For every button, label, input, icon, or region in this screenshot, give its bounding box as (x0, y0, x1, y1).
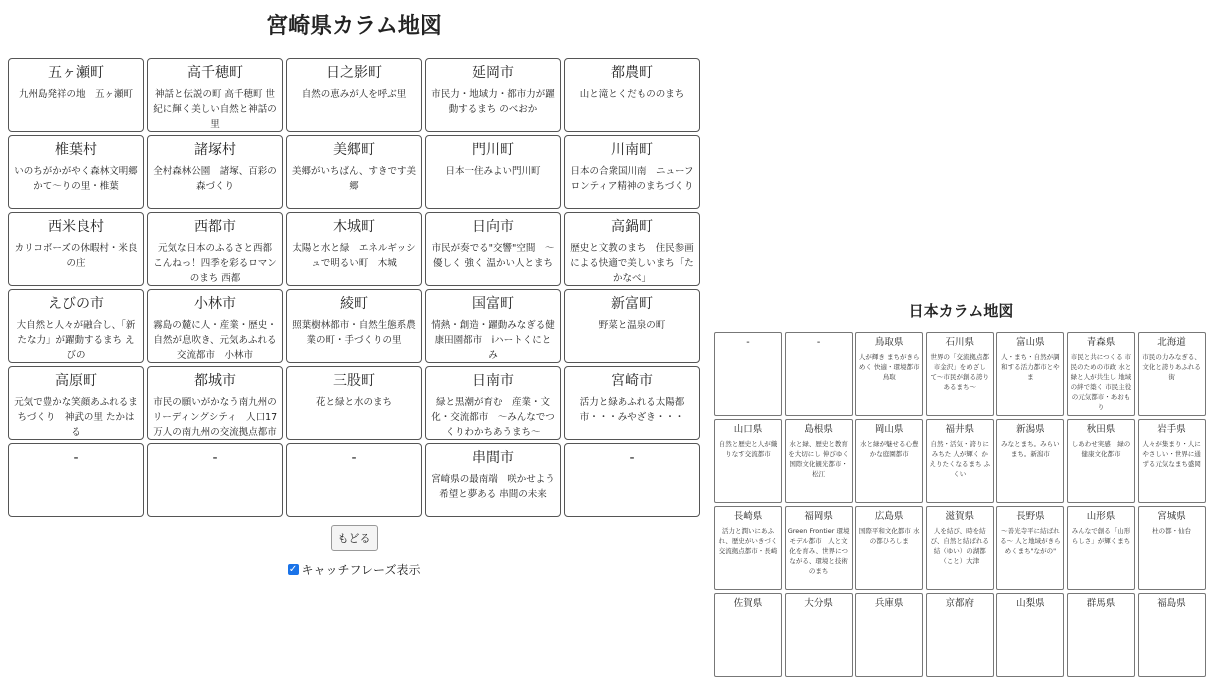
municipality-catchphrase: 宮崎県の最南端 咲かせよう希望と夢ある 串間の未来 (431, 474, 555, 500)
municipality-cell[interactable] (286, 443, 422, 517)
municipality-name: 五ヶ瀬町 (48, 65, 104, 81)
prefecture-cell[interactable] (996, 593, 1064, 677)
prefecture-catchphrase: みなとまち。みらいまち。新潟市 (1001, 440, 1060, 458)
prefecture-catchphrase: 人々が集まり・人にやさしい・世界に通ずる元気なまち盛岡 (1142, 440, 1201, 468)
municipality-name: 三股町 (333, 373, 375, 389)
municipality-name: 高鍋町 (611, 219, 653, 235)
prefecture-cell[interactable] (714, 506, 782, 590)
municipality-name: 宮崎市 (611, 373, 653, 389)
municipality-name: 延岡市 (472, 65, 514, 81)
prefecture-cell[interactable] (855, 593, 923, 677)
prefecture-cell[interactable] (1067, 419, 1135, 503)
municipality-catchphrase: 日本の合衆国川南 ニューフロンティア精神のまちづくり (570, 166, 694, 192)
prefecture-cell[interactable] (1138, 332, 1206, 416)
municipality-cell[interactable] (425, 135, 561, 209)
prefecture-cell[interactable] (714, 332, 782, 416)
prefecture-name: 北海道 (1157, 337, 1186, 348)
municipality-cell[interactable] (286, 212, 422, 286)
prefecture-catchphrase: しあわせ実感 緑の健康文化都市 (1071, 440, 1131, 458)
prefecture-catchphrase: Green Frontier 環境モデル都市 人と文化を育み、世界につながる、環境と技術のまち (787, 527, 850, 575)
municipality-cell[interactable] (425, 366, 561, 440)
municipality-name: 椎葉村 (55, 142, 97, 158)
municipality-cell[interactable] (8, 135, 144, 209)
municipality-name: 美郷町 (333, 142, 375, 158)
prefecture-cell[interactable] (1138, 506, 1206, 590)
municipality-cell[interactable] (8, 58, 144, 132)
municipality-name: 国富町 (472, 296, 514, 312)
municipality-cell[interactable] (564, 135, 700, 209)
municipality-cell[interactable] (564, 366, 700, 440)
prefecture-cell[interactable] (1138, 419, 1206, 503)
prefecture-cell[interactable] (996, 419, 1064, 503)
municipality-cell[interactable] (8, 289, 144, 363)
prefecture-name: 長崎県 (733, 511, 763, 522)
municipality-name: 西都市 (194, 219, 236, 235)
prefecture-cell[interactable] (1067, 506, 1135, 590)
municipality-cell[interactable] (286, 58, 422, 132)
municipality-name: 串間市 (472, 450, 514, 466)
municipality-cell[interactable] (147, 58, 283, 132)
prefecture-name: 大分県 (804, 598, 833, 609)
municipality-cell[interactable] (8, 366, 144, 440)
prefecture-cell[interactable] (855, 419, 923, 503)
prefecture-catchphrase: 市民と共につくる 市民のための市政 水と緑と人が共生し 地域の絆で築く 市民主役の元気都市・あおもり (1070, 353, 1132, 411)
prefecture-cell[interactable] (996, 332, 1064, 416)
prefecture-cell[interactable] (996, 506, 1064, 590)
prefecture-name: 鳥取県 (874, 337, 904, 348)
municipality-catchphrase: 全村森林公園 諸塚、百彩の森づくり (153, 166, 277, 192)
catchphrase-checkbox[interactable]: ✓ (288, 564, 298, 575)
municipality-catchphrase: 市民が奏でる"交響"空間 〜優しく 強く 温かい人とまち (431, 243, 555, 269)
municipality-name: 木城町 (333, 219, 375, 235)
municipality-catchphrase: 歴史と文教のまち 住民参画による快適で美しいまち「たかなべ」 (570, 243, 694, 284)
municipality-name: 諸塚村 (194, 142, 236, 158)
prefecture-name: 京都府 (945, 598, 975, 609)
prefecture-catchphrase: 人を結び、時を結び、自然と結ばれる結（ゆい）の湖都（こと）大津 (930, 527, 989, 565)
catchphrase-toggle-label: キャッチフレーズ表示 (301, 563, 421, 577)
prefecture-cell[interactable] (1138, 593, 1206, 677)
municipality-name: - (351, 450, 357, 466)
municipality-catchphrase: カリコボーズの休暇村・米良の庄 (14, 243, 138, 269)
prefecture-catchphrase: みんなで創る「山形らしさ」が輝くまち (1071, 527, 1131, 545)
prefecture-catchphrase: 国際平和文化都市 水の都ひろしま (858, 527, 920, 545)
municipality-name: 川南町 (611, 142, 653, 158)
municipality-name: 日南市 (472, 373, 514, 389)
municipality-catchphrase: 太陽と水と緑 エネルギッシュで明るい町 木城 (292, 243, 416, 269)
municipality-cell[interactable] (147, 135, 283, 209)
municipality-name: 日向市 (472, 219, 514, 235)
municipality-catchphrase: 神話と伝説の町 高千穂町 世紀に輝く美しい自然と神話の里 (153, 89, 277, 130)
prefecture-name: 福島県 (1157, 598, 1186, 609)
municipality-cell[interactable] (425, 58, 561, 132)
municipality-catchphrase: 市民の願いがかなう南九州のリーディングシティ 人口17万人の南九州の交流拠点都市 (152, 397, 278, 438)
prefecture-cell[interactable] (714, 593, 782, 677)
prefecture-catchphrase: 自然・活気・誇りにみちた 人が輝く かえりたくなるまち ふくい (929, 440, 991, 478)
prefecture-catchphrase: 水と緑が魅せる心豊かな庭園都市 (859, 440, 919, 458)
prefecture-cell[interactable] (855, 506, 923, 590)
prefecture-name: 富山県 (1016, 337, 1045, 348)
prefecture-name: - (816, 337, 821, 348)
prefecture-name: 福井県 (945, 424, 975, 435)
municipality-name: - (212, 450, 218, 466)
municipality-grid (8, 58, 700, 517)
municipality-name: 新富町 (611, 296, 653, 312)
prefecture-grid (714, 332, 1206, 677)
municipality-catchphrase: いのちがかがやく森林文明郷かて〜りの里・椎葉 (14, 166, 138, 192)
municipality-catchphrase: 野菜と温泉の町 (598, 320, 666, 331)
municipality-catchphrase: 自然の恵みが人を呼ぶ里 (301, 89, 407, 100)
prefecture-cell[interactable] (926, 506, 994, 590)
prefecture-cell[interactable] (785, 593, 853, 677)
prefecture-name: 福岡県 (804, 511, 833, 522)
municipality-catchphrase: 九州島発祥の地 五ヶ瀬町 (18, 89, 133, 100)
municipality-cell[interactable] (8, 443, 144, 517)
municipality-catchphrase: 市民力・地域力・都市力が躍動するまち のべおか (431, 89, 555, 115)
municipality-catchphrase: 美郷がいちばん、すきです美郷 (291, 166, 417, 192)
municipality-name: えびの市 (48, 296, 104, 312)
municipality-name: - (73, 450, 79, 466)
municipality-catchphrase: 大自然と人々が融合し、「新たな力」が躍動するまち えびの (16, 320, 136, 361)
prefecture-name: 兵庫県 (874, 598, 904, 609)
prefecture-catchphrase: 自然と歴史と人が織りなす交流都市 (718, 440, 778, 458)
municipality-catchphrase: 活力と緑あふれる太陽都市・・・みやざき・・・ (579, 397, 685, 423)
municipality-cell[interactable] (147, 289, 283, 363)
prefecture-name: 宮城県 (1157, 511, 1186, 522)
municipality-cell[interactable] (147, 366, 283, 440)
catchphrase-toggle[interactable] (8, 561, 700, 578)
prefecture-catchphrase: 活力と潤いにあふれ、歴史がいきづく交流拠点都市・長崎 (718, 527, 778, 555)
prefecture-name: 山形県 (1086, 511, 1116, 522)
municipality-cell[interactable] (564, 212, 700, 286)
municipality-name: 綾町 (340, 296, 368, 312)
prefecture-catchphrase: 市民の力みなぎる、文化と誇りあふれる街 (1142, 353, 1201, 381)
municipality-name: 日之影町 (326, 65, 382, 81)
municipality-cell[interactable] (425, 212, 561, 286)
prefecture-cell[interactable] (1067, 593, 1135, 677)
prefecture-catchphrase: 世界の「交流拠点都市金沢」をめざして〜市民が創る誇りあるまち〜 (930, 353, 990, 391)
prefecture-name: 佐賀県 (733, 598, 763, 609)
municipality-name: 門川町 (472, 142, 514, 158)
municipality-catchphrase: 霧島の麓に人・産業・歴史・自然が息吹き、元気あふれる交流都市 小林市 (153, 320, 277, 361)
prefecture-cell[interactable] (926, 419, 994, 503)
prefecture-cell[interactable] (855, 332, 923, 416)
prefecture-name: 岡山県 (874, 424, 904, 435)
back-button[interactable]: もどる (331, 525, 378, 551)
municipality-name: - (629, 450, 635, 466)
municipality-name: 都城市 (194, 373, 236, 389)
prefecture-name: 石川県 (945, 337, 975, 348)
municipality-cell[interactable] (286, 366, 422, 440)
prefecture-name: 山口県 (733, 424, 763, 435)
municipality-cell[interactable] (564, 58, 700, 132)
municipality-catchphrase: 元気な日本のふるさと西都 こんねっ！四季を彩るロマンのまち 西都 (153, 243, 277, 284)
prefecture-catchphrase: 水と緑、歴史と教育を大切にし 伸びゆく国際文化観光都市・松江 (788, 440, 849, 478)
prefecture-cell[interactable] (785, 332, 853, 416)
municipality-cell[interactable] (8, 212, 144, 286)
municipality-catchphrase: 元気で豊かな笑顔あふれるまちづくり 神武の里 たかはる (14, 397, 138, 438)
prefecture-cell[interactable] (714, 419, 782, 503)
prefecture-catchphrase: 人が輝き まちがきらめく 快適・環境都市 鳥取 (858, 353, 920, 381)
prefecture-name: 群馬県 (1086, 598, 1116, 609)
municipality-cell[interactable] (564, 289, 700, 363)
municipality-catchphrase: 照葉樹林都市・自然生態系農業の町・手づくりの里 (292, 320, 416, 346)
prefecture-catchphrase: 〜善光寺平に結ばれる〜 人と地域がきらめくまち"ながの" (1000, 527, 1061, 555)
municipality-catchphrase: 緑と黒潮が育む 産業・文化・交流都市 〜みんなでつくりわかちあうまち〜 (431, 397, 555, 438)
prefecture-cell[interactable] (785, 506, 853, 590)
prefecture-name: 新潟県 (1016, 424, 1045, 435)
prefecture-cell[interactable] (785, 419, 853, 503)
prefecture-name: 山梨県 (1016, 598, 1045, 609)
municipality-name: 高原町 (55, 373, 97, 389)
municipality-name: 西米良村 (48, 219, 104, 235)
prefecture-cell[interactable] (926, 593, 994, 677)
prefecture-name: 長野県 (1016, 511, 1045, 522)
prefecture-name: 青森県 (1086, 337, 1116, 348)
municipality-name: 小林市 (194, 296, 236, 312)
municipality-catchphrase: 日本一住みよい門川町 (445, 166, 541, 177)
prefecture-name: 岩手県 (1157, 424, 1186, 435)
municipality-name: 高千穂町 (187, 65, 243, 81)
municipality-cell[interactable] (147, 443, 283, 517)
prefecture-catchphrase: 人・まち・自然が調和する活力都市とやま (1001, 353, 1060, 381)
prefecture-name: 秋田県 (1086, 424, 1116, 435)
municipality-cell[interactable] (425, 443, 561, 517)
municipality-cell[interactable] (147, 212, 283, 286)
japan-map-title: 日本カラム地図 (908, 302, 1014, 320)
municipality-cell[interactable] (564, 443, 700, 517)
prefecture-name: 滋賀県 (945, 511, 975, 522)
municipality-cell[interactable] (286, 289, 422, 363)
prefecture-name: - (746, 337, 750, 348)
municipality-cell[interactable] (286, 135, 422, 209)
miyazaki-column-map (8, 0, 700, 578)
prefecture-name: 島根県 (804, 424, 833, 435)
prefecture-cell[interactable] (1067, 332, 1135, 416)
page-title: 宮崎県カラム地図 (266, 14, 442, 39)
prefecture-cell[interactable] (926, 332, 994, 416)
municipality-cell[interactable] (425, 289, 561, 363)
municipality-catchphrase: 花と緑と水のまち (315, 397, 392, 408)
prefecture-catchphrase: 杜の都・仙台 (1152, 527, 1192, 535)
municipality-catchphrase: 山と滝とくだもののまち (579, 89, 685, 100)
municipality-catchphrase: 情熱・創造・躍動みなぎる健康田園都市 iハートくにとみ (431, 320, 555, 361)
prefecture-name: 広島県 (874, 511, 904, 522)
municipality-name: 都農町 (611, 65, 653, 81)
